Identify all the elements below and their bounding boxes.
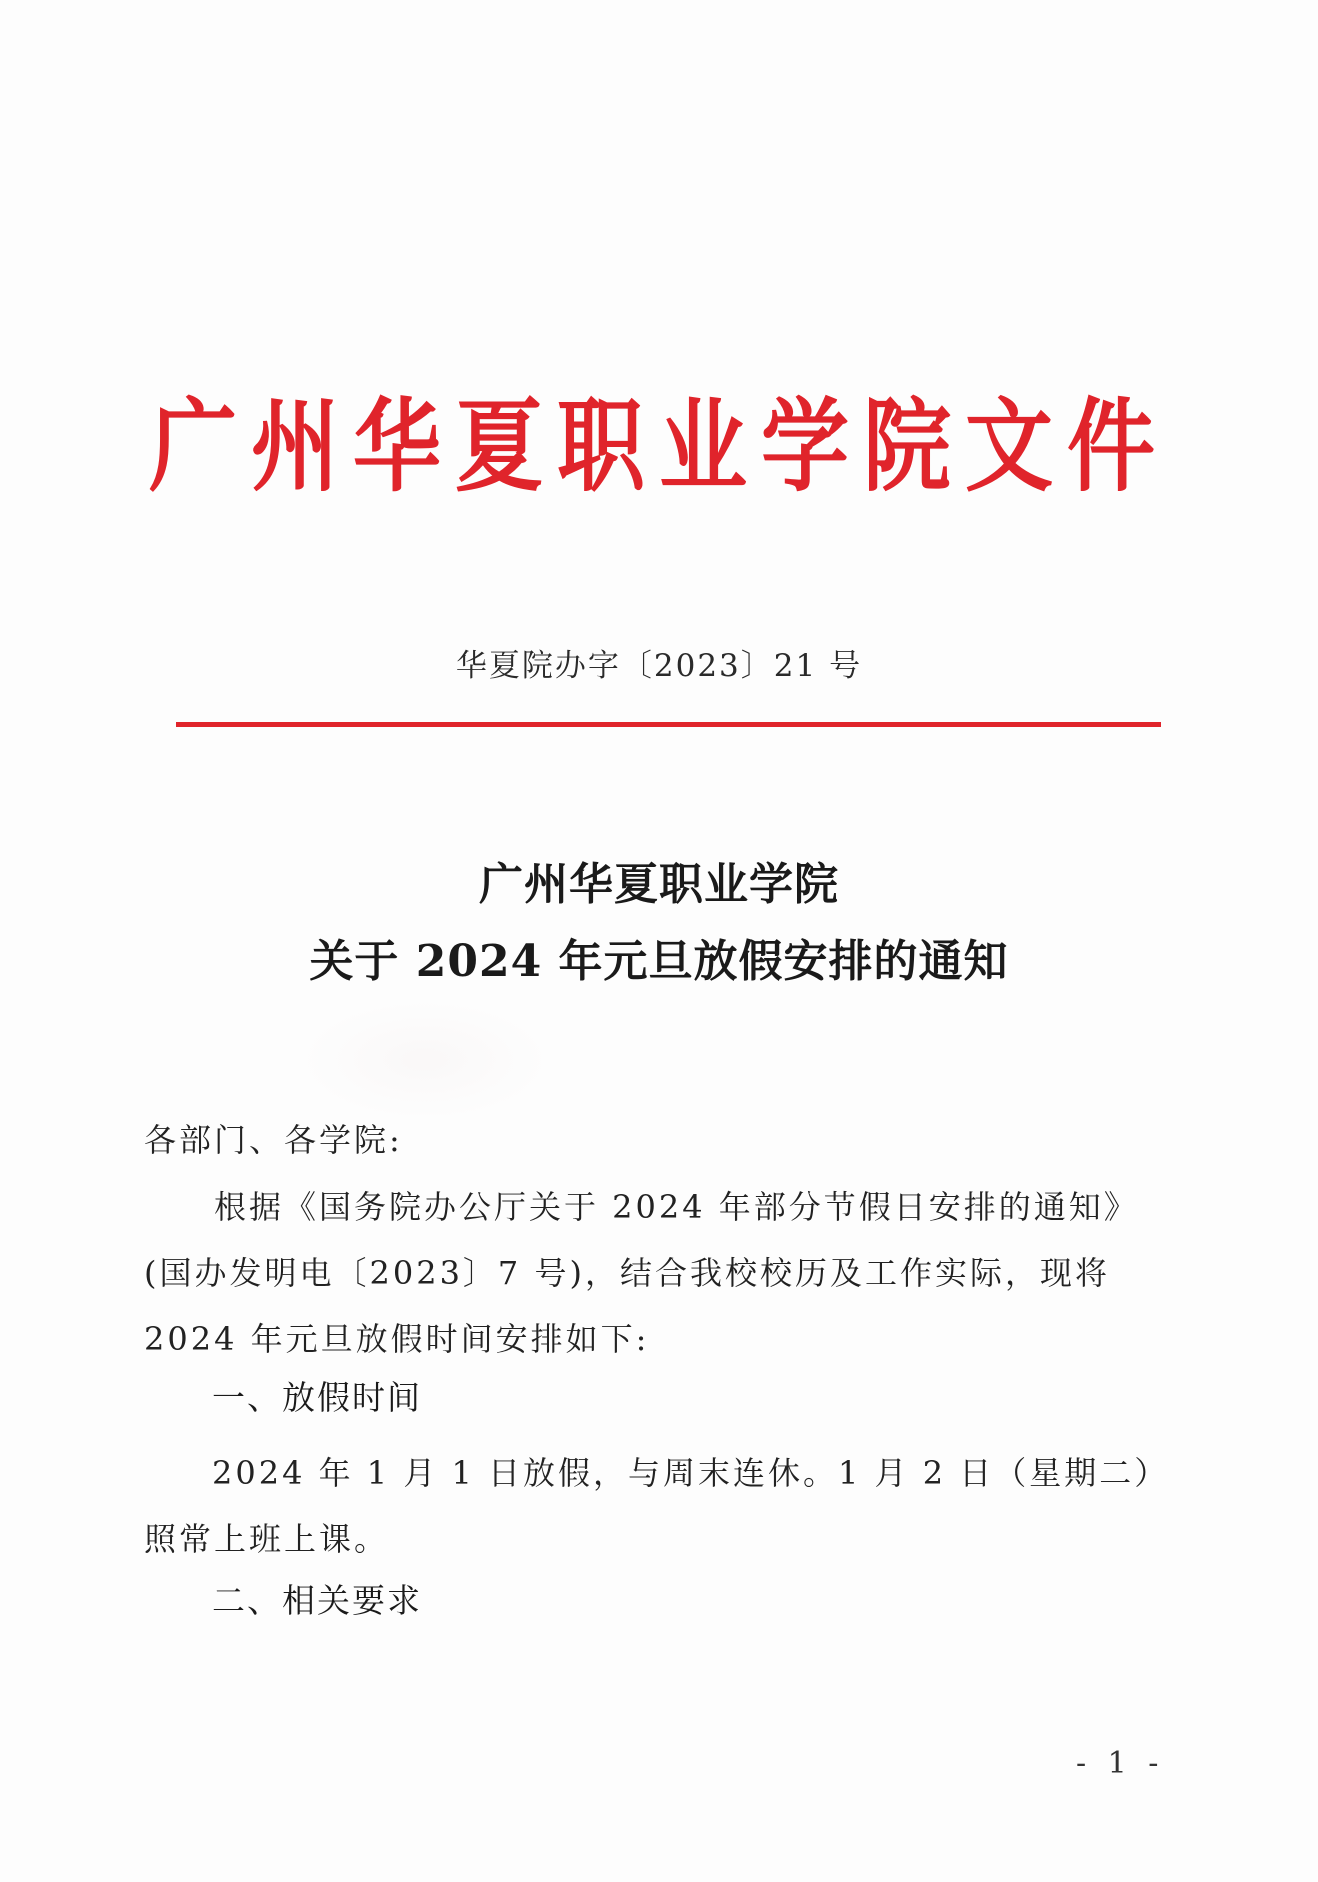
holiday-time-paragraph: 2024 年 1 月 1 日放假，与周末连休。1 月 2 日（星期二）照常上班上课。 (144, 1454, 1154, 1558)
agency-header-title: 广州华夏职业学院文件 (148, 387, 1169, 506)
intro-paragraph: 根据《国务院办公厅关于 2024 年部分节假日安排的通知》(国办发明电〔2023〕7 号)，结合我校校历及工作实际，现将 2024 年元旦放假时间安排如下: (144, 1188, 1139, 1358)
salutation: 各部门、各学院: (144, 1121, 403, 1159)
notice-title-line2: 关于 2024 年元旦放假安排的通知 (309, 936, 1009, 987)
notice-title-line1: 广州华夏职业学院 (479, 859, 839, 910)
page-number: - 1 - (1076, 1746, 1165, 1781)
section-heading-requirements: 二、相关要求 (212, 1581, 422, 1620)
section-heading-holiday-time: 一、放假时间 (212, 1378, 422, 1417)
document-number: 华夏院办字〔2023〕21 号 (455, 648, 863, 684)
faint-seal-mark (300, 1000, 550, 1120)
red-separator-line (176, 722, 1161, 727)
